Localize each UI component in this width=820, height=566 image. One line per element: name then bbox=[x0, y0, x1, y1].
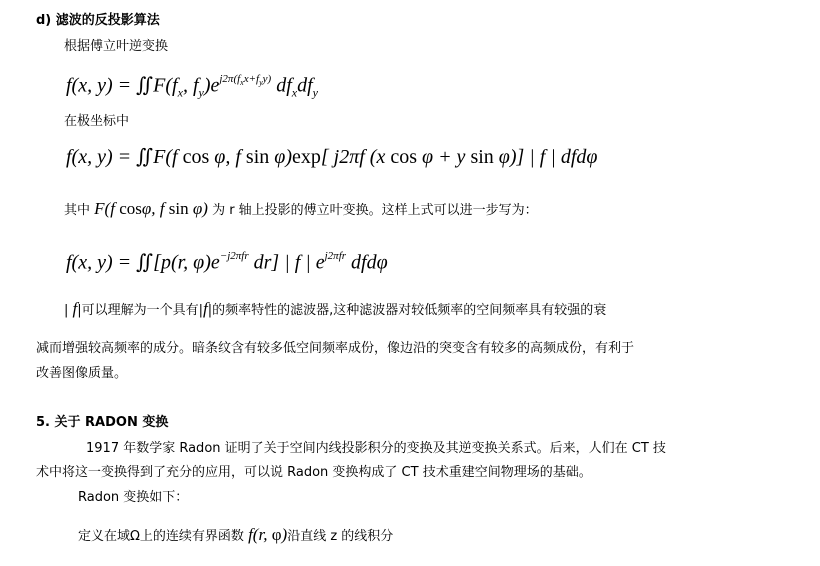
section-5-heading: 5. 关于 RADON 变换 bbox=[36, 415, 169, 430]
filter-paragraph-line3: 改善图像质量。 bbox=[36, 366, 128, 381]
equation-polar: f(x, y) = ∬F(f cos φ, f sin φ)exp[ j2πf (x cos φ + y sin φ)] | f | dfdφ bbox=[66, 146, 598, 168]
filter-paragraph-line2: 减而增强较高频率的成分。暗条纹含有较多低空间频率成份，像边沿的突变含有较多的高频成份，有利于 bbox=[36, 341, 635, 356]
equation-filtered-backprojection: f(x, y) = ∬[p(r, $\varphi)e^{-j2\pi fr}$ dr] | f | $e^{j2\pi fr}$ dfdφ bbox=[66, 250, 388, 274]
projection-description bbox=[64, 200, 538, 220]
definition-suffix: 沿直线 z 的线积分 bbox=[287, 529, 394, 544]
f-symbol: f bbox=[203, 299, 208, 318]
inverse-fourier-intro: 根据傅立叶逆变换 bbox=[64, 39, 169, 54]
radon-history-line1: 1917 年数学家 Radon 证明了关于空间内线投影积分的变换及其逆变换关系式。后来，人们在 CT 技 bbox=[86, 441, 666, 456]
projection-suffix: 为 r 轴上投影的傅立叶变换。这样上式可以进一步写为： bbox=[212, 203, 538, 218]
polar-coords-label: 在极坐标中 bbox=[64, 114, 130, 129]
section-d-heading: d) 滤波的反投影算法 bbox=[36, 13, 160, 28]
definition-math: f(r, φ) bbox=[248, 525, 288, 544]
equation-inverse-fourier: f(x, $y) = ∬F(f_x$, $f_y)e^{j2\pi(f_xx+f_yy)}$ $df_xdf_y$ bbox=[66, 73, 318, 100]
projection-math: F(f cosφ, f sin φ) bbox=[94, 199, 208, 218]
abs-bar: | bbox=[64, 303, 69, 318]
filter-paragraph-line1 bbox=[64, 300, 606, 320]
radon-definition bbox=[78, 526, 393, 546]
projection-prefix: 其中 bbox=[64, 203, 91, 218]
filter-text-b: |的频率特性的滤波器,这种滤波器对较低频率的空间频率具有较强的衰 bbox=[207, 303, 607, 318]
radon-history-line2: 术中将这一变换得到了充分的应用，可以说 Radon 变换构成了 CT 技术重建空间物理场的基础。 bbox=[36, 465, 592, 480]
definition-prefix: 定义在域Ω上的连续有界函数 bbox=[78, 529, 244, 544]
f-symbol: f bbox=[72, 299, 78, 318]
radon-intro: Radon 变换如下： bbox=[78, 490, 189, 505]
filter-text-a: |可以理解为一个具有| bbox=[77, 303, 204, 318]
